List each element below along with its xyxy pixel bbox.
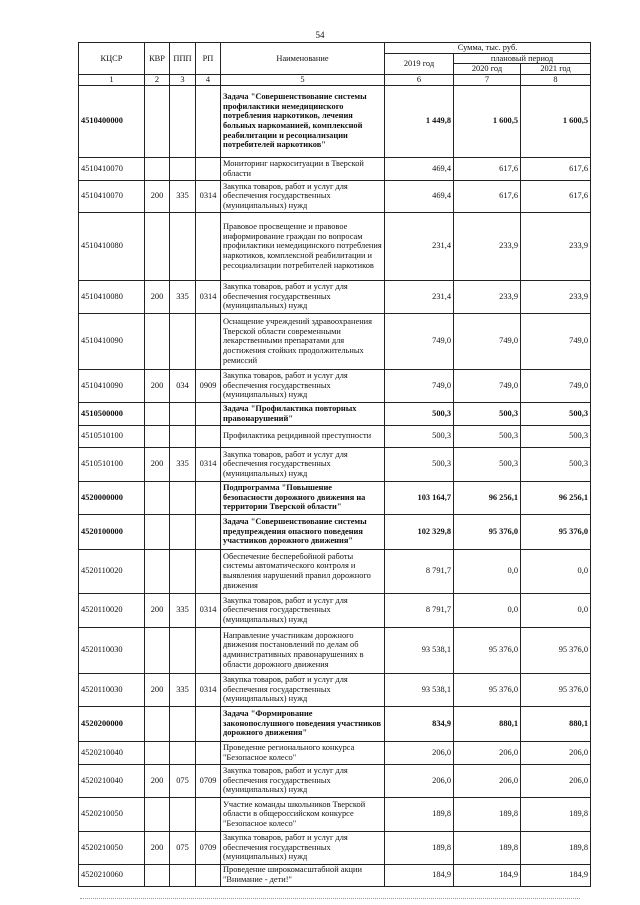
column-number: 4 <box>196 74 221 85</box>
header-planned-period: плановый период <box>454 53 591 64</box>
row-2019-cell: 189,8 <box>385 797 454 831</box>
row-2020-cell: 95 376,0 <box>454 627 521 673</box>
row-name-cell: Направление участникам дорожного движения постановлений по делам об административных правонарушениях в области дорожного движения <box>221 627 385 673</box>
row-name-cell: Задача "Совершенствование системы предупреждения опасного поведения участников дорожного движения" <box>221 514 385 549</box>
row-kcsr-cell: 4520000000 <box>79 481 145 514</box>
row-2021-cell: 206,0 <box>521 741 591 764</box>
row-2020-cell: 206,0 <box>454 741 521 764</box>
table-row <box>79 831 591 864</box>
row-rp-cell <box>196 157 221 180</box>
row-rp-cell <box>196 481 221 514</box>
row-kvr-cell <box>145 627 170 673</box>
row-2020-cell: 96 256,1 <box>454 481 521 514</box>
row-ppp-cell: 075 <box>170 831 196 864</box>
row-kvr-cell <box>145 212 170 280</box>
row-kvr-cell <box>145 514 170 549</box>
row-ppp-cell <box>170 425 196 447</box>
row-2021-cell: 617,6 <box>521 180 591 212</box>
row-ppp-cell: 335 <box>170 593 196 627</box>
row-rp-cell <box>196 864 221 886</box>
row-kcsr-cell: 4510410070 <box>79 157 145 180</box>
row-ppp-cell <box>170 402 196 425</box>
row-kvr-cell <box>145 549 170 593</box>
row-kcsr-cell: 4520200000 <box>79 706 145 741</box>
row-2019-cell: 500,3 <box>385 447 454 481</box>
header-kvr: КВР <box>145 43 170 75</box>
table-row <box>79 764 591 797</box>
row-2020-cell: 189,8 <box>454 797 521 831</box>
row-rp-cell: 0709 <box>196 831 221 864</box>
row-rp-cell <box>196 85 221 157</box>
row-2019-cell: 184,9 <box>385 864 454 886</box>
column-number: 6 <box>385 74 454 85</box>
row-2019-cell: 103 164,7 <box>385 481 454 514</box>
table-row <box>79 180 591 212</box>
row-kvr-cell <box>145 864 170 886</box>
column-number: 5 <box>221 74 385 85</box>
row-kcsr-cell: 4520210050 <box>79 797 145 831</box>
row-ppp-cell: 034 <box>170 369 196 402</box>
row-kvr-cell <box>145 706 170 741</box>
row-2021-cell: 96 256,1 <box>521 481 591 514</box>
table-row <box>79 514 591 549</box>
row-2020-cell: 206,0 <box>454 764 521 797</box>
row-name-cell: Подпрограмма "Повышение безопасности дорожного движения на территории Тверской области" <box>221 481 385 514</box>
row-kvr-cell <box>145 402 170 425</box>
row-kvr-cell <box>145 797 170 831</box>
row-2021-cell: 0,0 <box>521 593 591 627</box>
row-2019-cell: 189,8 <box>385 831 454 864</box>
row-kvr-cell: 200 <box>145 764 170 797</box>
page-number: 54 <box>315 30 325 40</box>
row-name-cell: Проведение широкомасштабной акции "Внимание - дети!" <box>221 864 385 886</box>
row-2019-cell: 206,0 <box>385 764 454 797</box>
row-2021-cell: 95 376,0 <box>521 673 591 706</box>
row-2021-cell: 500,3 <box>521 425 591 447</box>
row-kcsr-cell: 4520110020 <box>79 593 145 627</box>
row-kcsr-cell: 4510410070 <box>79 180 145 212</box>
row-name-cell: Проведение регионального конкурса "Безопасное колесо" <box>221 741 385 764</box>
header-rp: РП <box>196 43 221 75</box>
header-2020: 2020 год <box>454 64 521 75</box>
table-row <box>79 447 591 481</box>
row-2021-cell: 233,9 <box>521 280 591 313</box>
row-rp-cell <box>196 212 221 280</box>
row-ppp-cell: 335 <box>170 280 196 313</box>
column-number: 8 <box>521 74 591 85</box>
table-row <box>79 313 591 369</box>
row-2019-cell: 93 538,1 <box>385 673 454 706</box>
row-kvr-cell <box>145 313 170 369</box>
row-2019-cell: 231,4 <box>385 212 454 280</box>
row-rp-cell: 0314 <box>196 280 221 313</box>
row-kcsr-cell: 4510400000 <box>79 85 145 157</box>
row-2020-cell: 500,3 <box>454 402 521 425</box>
row-ppp-cell <box>170 549 196 593</box>
row-2020-cell: 500,3 <box>454 447 521 481</box>
row-2019-cell: 102 329,8 <box>385 514 454 549</box>
table-row <box>79 627 591 673</box>
table-row <box>79 157 591 180</box>
row-2020-cell: 95 376,0 <box>454 673 521 706</box>
header-2019: 2019 год <box>385 53 454 74</box>
row-rp-cell <box>196 797 221 831</box>
row-2019-cell: 231,4 <box>385 280 454 313</box>
row-2019-cell: 500,3 <box>385 425 454 447</box>
row-kcsr-cell: 4520210040 <box>79 741 145 764</box>
row-2021-cell: 749,0 <box>521 369 591 402</box>
row-rp-cell: 0909 <box>196 369 221 402</box>
row-2020-cell: 1 600,5 <box>454 85 521 157</box>
table-row <box>79 706 591 741</box>
row-2019-cell: 1 449,8 <box>385 85 454 157</box>
row-kcsr-cell: 4510410090 <box>79 369 145 402</box>
row-kvr-cell <box>145 741 170 764</box>
table-row <box>79 549 591 593</box>
row-2020-cell: 880,1 <box>454 706 521 741</box>
row-2019-cell: 834,9 <box>385 706 454 741</box>
row-2020-cell: 617,6 <box>454 157 521 180</box>
row-kcsr-cell: 4520100000 <box>79 514 145 549</box>
table-row <box>79 797 591 831</box>
table-body <box>79 85 591 886</box>
row-name-cell: Закупка товаров, работ и услуг для обеспечения государственных (муниципальных) нужд <box>221 831 385 864</box>
header-2021: 2021 год <box>521 64 591 75</box>
row-kvr-cell: 200 <box>145 447 170 481</box>
row-2019-cell: 8 791,7 <box>385 549 454 593</box>
row-rp-cell: 0314 <box>196 593 221 627</box>
row-kvr-cell: 200 <box>145 593 170 627</box>
row-rp-cell <box>196 313 221 369</box>
row-name-cell: Обеспечение бесперебойной работы системы автоматического контроля и выявления нарушений правил дорожного движения <box>221 549 385 593</box>
row-name-cell: Оснащение учреждений здравоохранения Тверской области современными лекарственными препаратами для достижения стойких продолжительных ремиссий <box>221 313 385 369</box>
row-name-cell: Закупка товаров, работ и услуг для обеспечения государственных (муниципальных) нужд <box>221 180 385 212</box>
row-2019-cell: 469,4 <box>385 180 454 212</box>
column-number-row <box>79 74 591 85</box>
row-name-cell: Закупка товаров, работ и услуг для обеспечения государственных (муниципальных) нужд <box>221 369 385 402</box>
row-2021-cell: 233,9 <box>521 212 591 280</box>
row-name-cell: Участие команды школьников Тверской области в общероссийском конкурсе "Безопасное колесо" <box>221 797 385 831</box>
row-2021-cell: 500,3 <box>521 402 591 425</box>
row-rp-cell <box>196 706 221 741</box>
row-2021-cell: 0,0 <box>521 549 591 593</box>
row-rp-cell: 0314 <box>196 673 221 706</box>
row-name-cell: Мониторинг наркоситуации в Тверской области <box>221 157 385 180</box>
table-row <box>79 673 591 706</box>
row-rp-cell <box>196 549 221 593</box>
header-name: Наименование <box>221 43 385 75</box>
row-name-cell: Закупка товаров, работ и услуг для обеспечения государственных (муниципальных) нужд <box>221 593 385 627</box>
row-kvr-cell <box>145 85 170 157</box>
row-ppp-cell <box>170 627 196 673</box>
row-2019-cell: 8 791,7 <box>385 593 454 627</box>
row-2019-cell: 749,0 <box>385 313 454 369</box>
column-number: 2 <box>145 74 170 85</box>
row-kcsr-cell: 4510410080 <box>79 212 145 280</box>
row-ppp-cell <box>170 741 196 764</box>
row-2021-cell: 500,3 <box>521 447 591 481</box>
row-2020-cell: 749,0 <box>454 313 521 369</box>
budget-table <box>78 42 591 887</box>
row-2021-cell: 617,6 <box>521 157 591 180</box>
row-2019-cell: 93 538,1 <box>385 627 454 673</box>
row-2021-cell: 184,9 <box>521 864 591 886</box>
row-name-cell: Задача "Совершенствование системы профилактики немедицинского потребления наркотиков, лечения больных наркоманией, комплексной реабилитации и ресоциализации потребителей наркотиков" <box>221 85 385 157</box>
row-kvr-cell <box>145 425 170 447</box>
row-name-cell: Закупка товаров, работ и услуг для обеспечения государственных (муниципальных) нужд <box>221 764 385 797</box>
row-kvr-cell: 200 <box>145 831 170 864</box>
row-name-cell: Закупка товаров, работ и услуг для обеспечения государственных (муниципальных) нужд <box>221 673 385 706</box>
row-2020-cell: 189,8 <box>454 831 521 864</box>
row-ppp-cell <box>170 157 196 180</box>
row-2020-cell: 500,3 <box>454 425 521 447</box>
table-row <box>79 481 591 514</box>
column-number: 3 <box>170 74 196 85</box>
table-row <box>79 402 591 425</box>
row-ppp-cell: 335 <box>170 180 196 212</box>
table-row <box>79 212 591 280</box>
header-ppp: ППП <box>170 43 196 75</box>
row-2020-cell: 0,0 <box>454 593 521 627</box>
row-2021-cell: 95 376,0 <box>521 627 591 673</box>
row-kcsr-cell: 4520110030 <box>79 673 145 706</box>
table-row <box>79 864 591 886</box>
row-kcsr-cell: 4520210060 <box>79 864 145 886</box>
row-kvr-cell: 200 <box>145 369 170 402</box>
row-2020-cell: 95 376,0 <box>454 514 521 549</box>
row-ppp-cell <box>170 864 196 886</box>
row-2019-cell: 469,4 <box>385 157 454 180</box>
row-kvr-cell: 200 <box>145 280 170 313</box>
footer-divider <box>80 898 580 902</box>
row-rp-cell <box>196 741 221 764</box>
row-name-cell: Профилактика рецидивной преступности <box>221 425 385 447</box>
table-row <box>79 85 591 157</box>
table-row <box>79 593 591 627</box>
row-rp-cell: 0314 <box>196 180 221 212</box>
row-ppp-cell: 335 <box>170 673 196 706</box>
row-2021-cell: 749,0 <box>521 313 591 369</box>
row-kcsr-cell: 4510510100 <box>79 447 145 481</box>
row-rp-cell <box>196 514 221 549</box>
row-2021-cell: 880,1 <box>521 706 591 741</box>
row-2021-cell: 1 600,5 <box>521 85 591 157</box>
row-2019-cell: 749,0 <box>385 369 454 402</box>
row-ppp-cell <box>170 797 196 831</box>
row-kcsr-cell: 4510500000 <box>79 402 145 425</box>
row-ppp-cell: 075 <box>170 764 196 797</box>
header-kcsr: КЦСР <box>79 43 145 75</box>
row-2020-cell: 233,9 <box>454 212 521 280</box>
row-ppp-cell <box>170 514 196 549</box>
row-2021-cell: 189,8 <box>521 831 591 864</box>
row-rp-cell: 0314 <box>196 447 221 481</box>
row-kvr-cell: 200 <box>145 180 170 212</box>
row-ppp-cell: 335 <box>170 447 196 481</box>
row-kvr-cell <box>145 157 170 180</box>
row-rp-cell <box>196 402 221 425</box>
row-rp-cell: 0709 <box>196 764 221 797</box>
row-2020-cell: 184,9 <box>454 864 521 886</box>
column-number: 7 <box>454 74 521 85</box>
row-kcsr-cell: 4520110030 <box>79 627 145 673</box>
row-kvr-cell: 200 <box>145 673 170 706</box>
row-name-cell: Правовое просвещение и правовое информирование граждан по вопросам профилактики немедицинского потребления наркотиков, комплексной реабилитации и ресоциализации потребителей наркотиков <box>221 212 385 280</box>
row-kcsr-cell: 4510510100 <box>79 425 145 447</box>
table-row <box>79 280 591 313</box>
row-ppp-cell <box>170 481 196 514</box>
row-kcsr-cell: 4520210040 <box>79 764 145 797</box>
row-ppp-cell <box>170 85 196 157</box>
header-sum: Сумма, тыс. руб. <box>385 43 591 54</box>
row-name-cell: Задача "Формирование законопослушного поведения участников дорожного движения" <box>221 706 385 741</box>
row-name-cell: Задача "Профилактика повторных правонарушений" <box>221 402 385 425</box>
row-kcsr-cell: 4510410080 <box>79 280 145 313</box>
table-row <box>79 425 591 447</box>
row-ppp-cell <box>170 706 196 741</box>
row-name-cell: Закупка товаров, работ и услуг для обеспечения государственных (муниципальных) нужд <box>221 447 385 481</box>
row-ppp-cell <box>170 313 196 369</box>
row-2021-cell: 206,0 <box>521 764 591 797</box>
row-2019-cell: 500,3 <box>385 402 454 425</box>
row-2020-cell: 617,6 <box>454 180 521 212</box>
row-rp-cell <box>196 627 221 673</box>
row-2020-cell: 749,0 <box>454 369 521 402</box>
column-number: 1 <box>79 74 145 85</box>
row-2021-cell: 189,8 <box>521 797 591 831</box>
row-kvr-cell <box>145 481 170 514</box>
table-row <box>79 741 591 764</box>
row-2020-cell: 0,0 <box>454 549 521 593</box>
row-kcsr-cell: 4520210050 <box>79 831 145 864</box>
row-2019-cell: 206,0 <box>385 741 454 764</box>
row-kcsr-cell: 4510410090 <box>79 313 145 369</box>
row-2020-cell: 233,9 <box>454 280 521 313</box>
table-row <box>79 369 591 402</box>
row-kcsr-cell: 4520110020 <box>79 549 145 593</box>
row-name-cell: Закупка товаров, работ и услуг для обеспечения государственных (муниципальных) нужд <box>221 280 385 313</box>
row-2021-cell: 95 376,0 <box>521 514 591 549</box>
row-rp-cell <box>196 425 221 447</box>
row-ppp-cell <box>170 212 196 280</box>
